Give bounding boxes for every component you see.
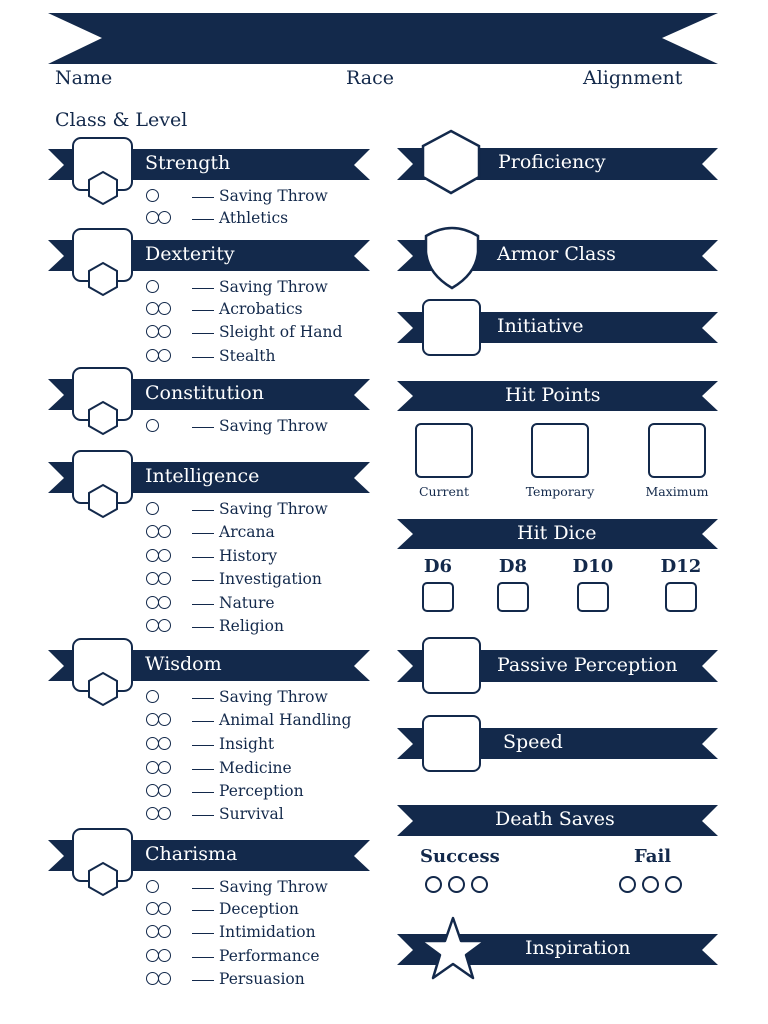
hit-points-label: Hit Points (505, 384, 601, 406)
skill-row[interactable]: Arcana (146, 521, 275, 543)
skill-row[interactable]: Survival (146, 803, 284, 825)
skill-row[interactable]: Stealth (146, 345, 275, 367)
success-bubble[interactable] (425, 876, 442, 893)
hp-temporary-box[interactable] (531, 423, 589, 478)
skill-row[interactable]: Investigation (146, 568, 322, 590)
fail-bubble[interactable] (665, 876, 682, 893)
success-bubble[interactable] (448, 876, 465, 893)
skill-row[interactable]: Saving Throw (146, 876, 328, 898)
dice-d10-box[interactable] (577, 582, 609, 612)
ability-name-strength: Strength (145, 152, 231, 174)
skill-row[interactable]: History (146, 545, 277, 567)
hp-temporary-label: Temporary (525, 484, 595, 499)
skill-row[interactable]: Performance (146, 945, 320, 967)
star-icon (421, 918, 485, 978)
proficiency-hexagon[interactable] (423, 131, 479, 193)
dice-d8-label: D8 (498, 556, 528, 577)
class-level-label: Class & Level (55, 109, 188, 131)
hp-current-label: Current (418, 484, 470, 499)
fail-bubbles (619, 876, 688, 897)
passive-perception-box[interactable] (423, 638, 480, 693)
fail-label: Fail (634, 846, 672, 867)
skill-row[interactable]: Animal Handling (146, 709, 351, 731)
name-label: Name (55, 67, 113, 89)
skill-row[interactable]: Saving Throw (146, 185, 328, 207)
speed-label: Speed (503, 731, 563, 753)
fail-bubble[interactable] (642, 876, 659, 893)
skill-row[interactable]: Medicine (146, 757, 292, 779)
skill-row[interactable]: Insight (146, 733, 274, 755)
passive-perception-label: Passive Perception (497, 654, 678, 676)
ability-name-wisdom: Wisdom (145, 653, 222, 675)
skill-row[interactable]: Intimidation (146, 921, 316, 943)
skill-row[interactable]: Nature (146, 592, 275, 614)
skill-row[interactable]: Perception (146, 780, 304, 802)
fail-bubble[interactable] (619, 876, 636, 893)
armor-class-label: Armor Class (497, 243, 616, 265)
ability-name-intelligence: Intelligence (145, 465, 260, 487)
ability-name-charisma: Charisma (145, 843, 238, 865)
dice-d10-label: D10 (572, 556, 614, 577)
skill-row[interactable]: Saving Throw (146, 686, 328, 708)
success-label: Success (420, 846, 500, 867)
success-bubble[interactable] (471, 876, 488, 893)
dice-d6-box[interactable] (422, 582, 454, 612)
skill-row[interactable]: Acrobatics (146, 298, 303, 320)
ability-name-dexterity: Dexterity (145, 243, 235, 265)
skill-row[interactable]: Saving Throw (146, 498, 328, 520)
skill-row[interactable]: Religion (146, 615, 284, 637)
proficiency-label: Proficiency (498, 151, 606, 173)
inspiration-label: Inspiration (525, 937, 631, 959)
dice-d12-box[interactable] (665, 582, 697, 612)
hp-maximum-label: Maximum (645, 484, 709, 499)
initiative-label: Initiative (497, 315, 584, 337)
dice-d8-box[interactable] (497, 582, 529, 612)
initiative-box[interactable] (423, 300, 480, 355)
hp-maximum-box[interactable] (648, 423, 706, 478)
proficiency-bubble[interactable] (146, 189, 159, 202)
skill-row[interactable]: Deception (146, 898, 299, 920)
dice-d6-label: D6 (423, 556, 453, 577)
race-label: Race (346, 67, 394, 89)
skill-row[interactable]: Persuasion (146, 968, 305, 990)
alignment-label: Alignment (583, 67, 683, 89)
hit-dice-label: Hit Dice (517, 522, 597, 544)
title-banner (48, 13, 718, 64)
skill-row[interactable]: Saving Throw (146, 415, 328, 437)
ability-name-constitution: Constitution (145, 382, 264, 404)
success-bubbles (425, 876, 494, 897)
dice-d12-label: D12 (660, 556, 702, 577)
hp-current-box[interactable] (415, 423, 473, 478)
skill-row[interactable]: Sleight of Hand (146, 321, 342, 343)
skill-row[interactable]: Athletics (146, 207, 288, 229)
death-saves-label: Death Saves (495, 808, 615, 830)
speed-box[interactable] (423, 716, 480, 771)
armor-class-shield[interactable] (426, 224, 478, 288)
skill-row[interactable]: Saving Throw (146, 276, 328, 298)
